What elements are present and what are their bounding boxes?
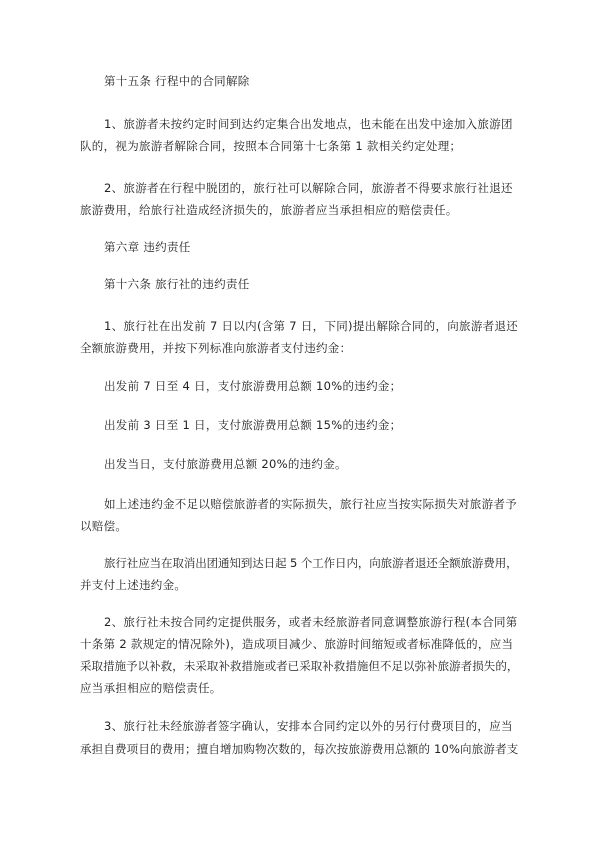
- paragraph-line: 以赔偿。: [80, 519, 128, 533]
- article-16-heading: 第十六条 旅行社的违约责任: [104, 277, 250, 291]
- paragraph-line: 出发前 7 日至 4 日，支付旅游费用总额 10%的违约金；: [104, 379, 402, 393]
- paragraph-line: 旅游费用，给旅行社造成经济损失的，旅游者应当承担相应的赔偿责任。: [80, 203, 458, 217]
- paragraph-line: 出发前 3 日至 1 日，支付旅游费用总额 15%的违约金；: [104, 418, 402, 432]
- paragraph-line: 1、旅行社在出发前 7 日以内(含第 7 日，下同)提出解除合同的，向旅游者退还: [104, 319, 519, 333]
- paragraph-line: 如上述违约金不足以赔偿旅游者的实际损失，旅行社应当按实际损失对旅游者予: [104, 497, 517, 511]
- paragraph-line: 承担自费项目的费用；擅自增加购物次数的，每次按旅游费用总额的 10%向旅游者支: [80, 742, 519, 756]
- article-15-heading: 第十五条 行程中的合同解除: [104, 74, 250, 88]
- paragraph-line: 并支付上述违约金。: [80, 578, 187, 592]
- paragraph-line: 队的，视为旅游者解除合同，按照本合同第十七条第 1 款相关约定处理；: [80, 139, 462, 153]
- paragraph-line: 2、旅行社未按合同约定提供服务，或者未经旅游者同意调整旅游行程(本合同第: [104, 615, 518, 629]
- paragraph-line: 3、旅行社未经旅游者签字确认，安排本合同约定以外的另行付费项目的，应当: [104, 719, 513, 733]
- paragraph-line: 应当承担相应的赔偿责任。: [80, 681, 222, 695]
- chapter-6-heading: 第六章 违约责任: [104, 240, 191, 254]
- paragraph-line: 1、旅游者未按约定时间到达约定集合出发地点，也未能在出发中途加入旅游团: [104, 117, 513, 131]
- paragraph-line: 十条第 2 款规定的情况除外)，造成项目减少、旅游时间缩短或者标准降低的，应当: [80, 637, 514, 651]
- paragraph-line: 出发当日，支付旅游费用总额 20%的违约金。: [104, 457, 347, 471]
- paragraph-line: 旅行社应当在取消出团通知到达日起 5 个工作日内，向旅游者退还全额旅游费用，: [104, 556, 518, 570]
- paragraph-line: 2、旅游者在行程中脱团的，旅行社可以解除合同，旅游者不得要求旅行社退还: [104, 181, 513, 195]
- paragraph-line: 采取措施予以补救，未采取补救措施或者已采取补救措施但不足以弥补旅游者损失的，: [80, 659, 519, 673]
- paragraph-line: 全额旅游费用，并按下列标准向旅游者支付违约金：: [80, 341, 352, 355]
